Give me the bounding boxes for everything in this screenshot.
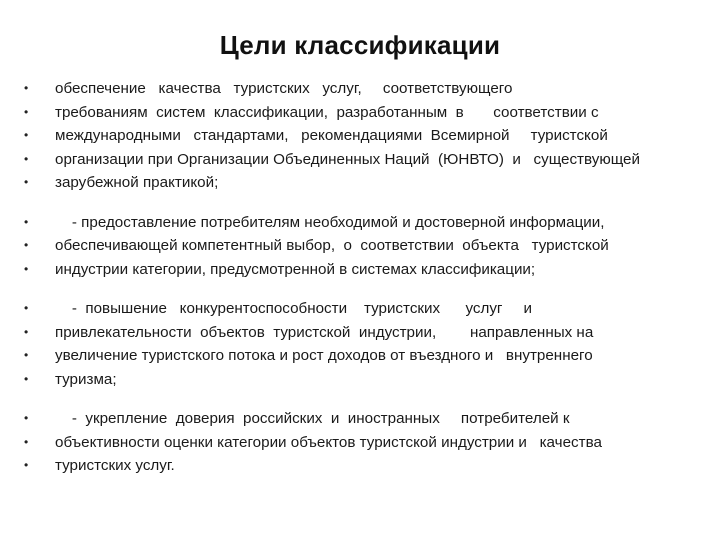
bullet-icon: • [24,371,29,386]
line-text: привлекательности объектов туристской индустрии, направленных на [55,323,594,341]
line-text: индустрии категории, предусмотренной в системах классификации; [55,260,536,278]
bullet-icon: • [24,238,29,252]
bullet-line [24,77,700,101]
bullet-icon: • [24,175,29,189]
line-text: обеспечивающей компетентный выбор, о соответствии объекта туристской [55,237,609,254]
bullet-line [24,234,700,258]
bullet-line [24,124,700,148]
bullet-line [24,431,700,455]
line-text: туризма; [55,370,117,388]
line-text: объективности оценки категории объектов туристской индустрии и качества [55,433,602,451]
bullet-paragraph-quality [24,77,700,195]
bullet-icon: • [24,458,29,472]
bullet-icon: • [24,434,29,449]
bullet-icon: • [24,81,29,95]
line-text: - предоставление потребителям необходимой и достоверной информации, [55,213,605,231]
bullet-icon: • [24,301,29,315]
bullet-line [24,321,700,345]
bullet-icon: • [24,411,29,425]
bullet-icon: • [24,348,29,362]
bullet-line [24,297,700,321]
bullet-line [24,407,700,431]
bullet-line [24,101,700,125]
slide-body [24,77,700,478]
bullet-icon: • [24,104,29,119]
line-text: организации при Организации Объединенных Наций (ЮНВТО) и существующей [55,150,640,168]
bullet-paragraph-trust [24,407,700,478]
line-text: обеспечение качества туристских услуг, соответствующего [55,80,513,97]
line-text: увеличение туристского потока и рост доходов от въездного и внутреннего [55,347,593,364]
line-text: зарубежной практикой; [55,174,219,191]
bullet-icon: • [24,214,29,229]
line-text: международными стандартами, рекомендациями Всемирной туристской [55,127,608,144]
line-text: требованиям систем классификации, разработанным в соответствии с [55,103,599,121]
bullet-line [24,368,700,392]
line-text: - повышение конкурентоспособности туристских услуг и [55,300,533,317]
line-text: - укрепление доверия российских и иностранных потребителей к [55,410,570,427]
bullet-line [24,344,700,368]
bullet-line [24,454,700,478]
line-text: туристских услуг. [55,457,175,474]
bullet-line [24,211,700,235]
bullet-paragraph-competitiveness [24,297,700,391]
bullet-icon: • [24,151,29,166]
slide-title: Цели классификации [219,30,501,60]
bullet-line [24,258,700,282]
bullet-line [24,171,700,195]
bullet-paragraph-information [24,211,700,282]
bullet-icon: • [24,261,29,276]
bullet-line [24,148,700,172]
bullet-icon: • [24,324,29,339]
bullet-icon: • [24,128,29,142]
